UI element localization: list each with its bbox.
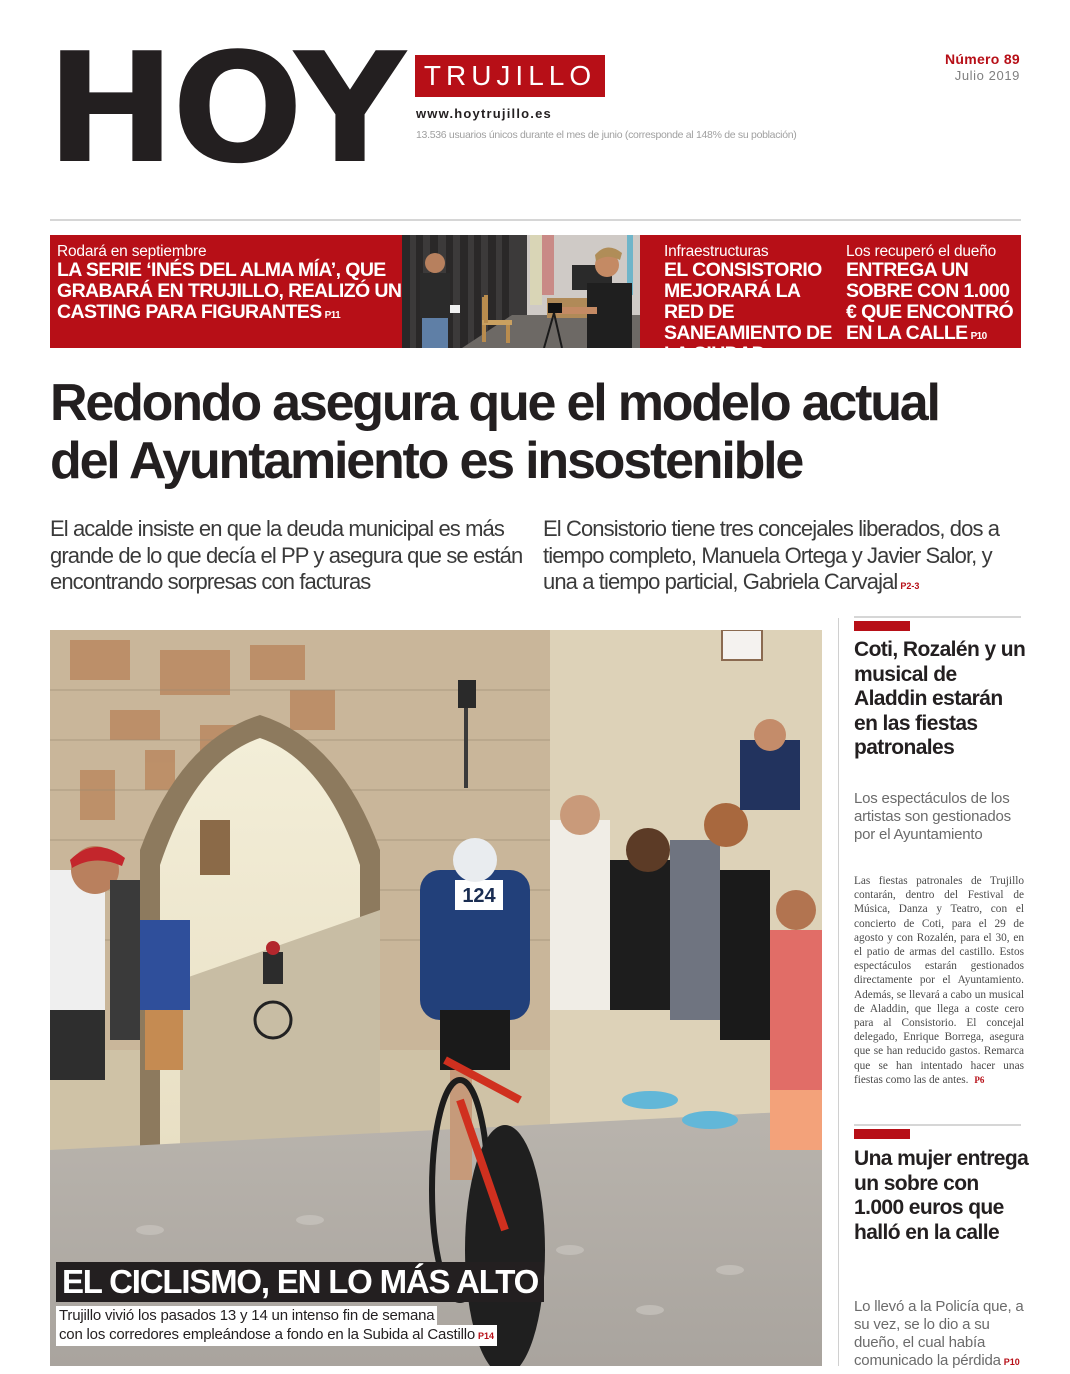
teaser-photo-casting [402,235,640,348]
issue-number: Número 89 [944,51,1020,67]
caption-line-2-text: con los corredores empleándose a fondo en la Subida al Castillo [59,1326,475,1343]
page-ref: P4 [768,352,780,363]
lead-deck-right-text: El Consistorio tiene tres concejales liberados, dos a tiempo completo, Manuela Ortega y Javier Salor, y una a tiempo particial, Gabriela Carvajal [543,516,1000,594]
cycling-photo-illustration [50,630,822,1366]
lead-headline-line2: del Ayuntamiento es insostenible [50,432,803,490]
page-ref: P11 [324,310,341,321]
website-url[interactable]: www.hoytrujillo.es [416,106,552,121]
sidebar-body-text: Las fiestas patronales de Trujillo contarán, dentro del Festival de Música, Danza y Teatro, con el concierto de Coti, para el 29 de agosto y con Rozalén, para el 30, en el patio de armas del castillo. Estos espectáculos estarán gestionados directamente por el Ayuntamiento. Además, se llevará a cabo un musical de Aladdin, que llega a coste cero para al Consistorio. El concejal delegado, Enrique Borrega, asegura que se han reducido gastos. Remarca que se han intentado hacer unas fiestas como las de antes. [854,875,1024,1086]
sidebar-deck-envelope [854,1298,1029,1371]
lead-deck-right [543,516,1028,600]
page-ref: P10 [1003,1357,1020,1367]
teaser-kicker: Rodará en septiembre [57,243,207,260]
sidebar-body-fiestas [854,874,1024,1087]
caption-line-1: Trujillo vivió los pasados 13 y 14 un intenso fin de semana [56,1306,437,1325]
audience-stat: 13.536 usuarios únicos durante el mes de junio (corresponde al 148% de su población) [416,129,797,141]
sidebar-headline-fiestas[interactable]: Coti, Rozalén y un musical de Aladdin estarán en las fiestas patronales [854,638,1026,759]
bib-number: 124 [462,885,496,907]
lead-deck-left: El acalde insiste en que la deuda municipal es más grande de lo que decía el PP y asegura que se están encontrando sorpresas con facturas [50,516,523,594]
teaser-headline [664,260,834,368]
teaser-headline [57,260,402,326]
issue-info [945,51,1020,83]
teaser-headline-text: ENTREGA UN SOBRE CON 1.000 € QUE ENCONTRÓ EN LA CALLE [846,259,1014,344]
page-ref: P10 [970,331,987,342]
sidebar-rule-1 [854,616,1021,618]
page-ref: P6 [974,1074,985,1085]
teaser-headline-text: LA SERIE ‘INÉS DEL ALMA MÍA’, QUE GRABARÁ EN TRUJILLO, REALIZÓ UN CASTING PARA FIGURANTES [57,259,402,323]
casting-photo-illustration [402,235,640,348]
teaser-headline-text: EL CONSISTORIO MEJORARÁ LA RED DE SANEAMIENTO DE LA CIUDAD [664,259,832,365]
lead-headline-line1: Redondo asegura que el modelo actual [50,374,939,432]
teaser-sewer[interactable] [664,243,834,368]
newspaper-logo: HOY [46,20,403,197]
column-divider [838,618,839,1366]
page-ref: P14 [478,1331,495,1341]
sidebar-deck-fiestas: Los espectáculos de los artistas son gestionados por el Ayuntamiento [854,790,1011,843]
teaser-kicker: Los recuperó el dueño [846,243,997,260]
teaser-headline [846,260,1018,347]
teaser-casting[interactable] [57,243,402,326]
photo-story-title[interactable]: EL CICLISMO, EN LO MÁS ALTO [56,1262,544,1302]
red-accent-bar [854,1129,910,1139]
sidebar-headline-envelope[interactable]: Una mujer entrega un sobre con 1.000 euros que halló en la calle [854,1147,1029,1244]
teaser-kicker: Infraestructuras [664,243,769,260]
sidebar-deck-text: Lo llevó a la Policía que, a su vez, se lo dio a su dueño, el cual había comunicado la pérdida [854,1298,1024,1369]
masthead-divider [50,219,1021,221]
issue-date: Julio 2019 [954,68,1020,83]
photo-story-caption [56,1306,497,1346]
page-ref: P2-3 [900,581,920,591]
red-accent-bar [854,621,910,631]
caption-line-2 [56,1325,497,1346]
cycling-photo [50,630,822,1366]
lead-headline[interactable] [50,374,1030,490]
sidebar-rule-2 [854,1124,1021,1126]
edition-label: TRUJILLO [415,55,605,97]
teaser-envelope[interactable] [846,243,1018,347]
